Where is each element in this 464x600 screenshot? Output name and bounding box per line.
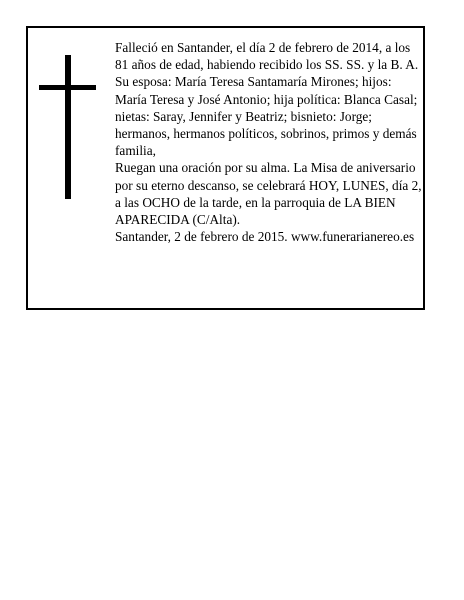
notice-text xyxy=(115,39,425,245)
mass-announcement: Ruegan una oración por su alma. La Misa de aniversario por su eterno descanso, se celebrará HOY, LUNES, día 2, a las OCHO de la tarde, en la parroquia de LA BIEN APARECIDA (C/Alta). xyxy=(115,160,422,228)
death-announcement: Falleció en Santander, el día 2 de febrero de 2014, a los 81 años de edad, habiendo recibido los SS. SS. y la B. A. xyxy=(115,40,419,73)
obituary-notice xyxy=(26,26,425,310)
family-list: Su esposa: María Teresa Santamaría Mirones; hijos: María Teresa y José Antonio; hija política: Blanca Casal; nietas: Saray, Jennifer y Beatriz; bisnieto: Jorge; hermanos, hermanos políticos, sobrinos, primos y demás familia, xyxy=(115,74,418,159)
place-date-line: Santander, 2 de febrero de 2015. www.funerarianereo.es xyxy=(115,229,415,245)
cross-vertical-bar xyxy=(65,55,71,199)
cross-icon xyxy=(28,28,108,228)
cross-horizontal-bar xyxy=(39,85,96,90)
